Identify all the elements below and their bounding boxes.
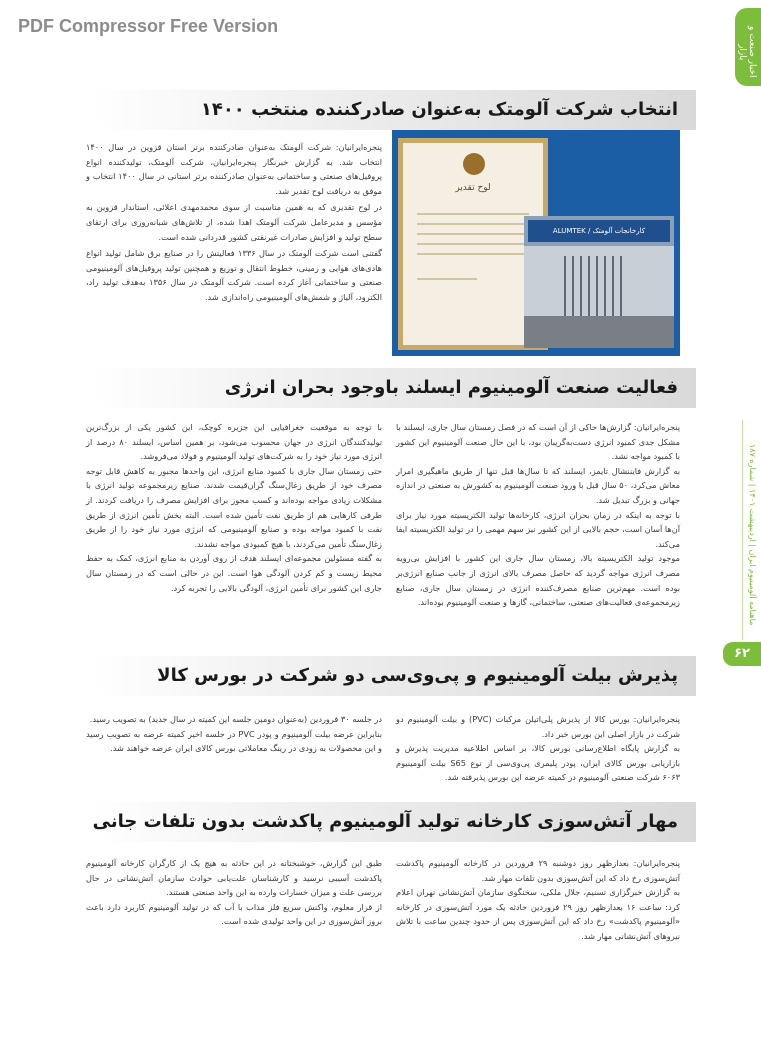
article-3-left-column (86, 712, 382, 756)
certificate-line (417, 223, 529, 225)
article-1-paragraph: در لوح تقدیری که به همین مناسبت از سوی محمدمهدی اعلائی، استاندار قزوین به مؤسس و مدیرعامل شرکت آلومتک اهدا شده، از تلاش‌های شبانه‌روزی برای ارتقای سطح تولید و افزایش صادرات غیرنفتی کشور قدردانی شده است. (86, 202, 382, 242)
watermark: PDF Compressor Free Version (18, 16, 279, 36)
article-1-text (86, 140, 382, 305)
headline-1: انتخاب شرکت آلومتک به‌عنوان صادرکننده منتخب ۱۴۰۰ (200, 99, 678, 120)
article-2-paragraph: با توجه به موقعیت جغرافیایی این جزیره کوچک، این کشور یکی از بزرگ‌ترین تولیدکنندگان انرژی در جهان محسوب می‌شود، بر همین اساس، ایسلند ۸۰ درصد از انرژی مورد نیاز خود را به شرکت‌های تولید آلومینیوم و فولاد می‌فروشد. (86, 422, 382, 462)
article-1-photo (392, 130, 680, 356)
certificate-line (417, 233, 529, 235)
page-number-badge: ۶۲ (723, 642, 761, 666)
factory-gate (564, 256, 624, 316)
article-3-paragraph: پنجره‌ایرانیان: بورس کالا از پذیرش پلی‌اتیلن مرکبات (PVC) و بیلت آلومینیوم دو شرکت در بازار اصلی این بورس خبر داد. (396, 714, 680, 739)
article-3-right-column (396, 712, 680, 785)
certificate-line (417, 213, 529, 215)
article-2-right-column (396, 420, 680, 610)
article-4-right-column (396, 856, 680, 944)
article-2-paragraph: موجود تولید الکتریسیته بالا، زمستان سال جاری این کشور با افزایش بی‌رویه مصرف انرژی مواجه گردید که حاصل مصرف بالای انرژی از جانب صنایع انرژی‌بر بوده است. مهم‌ترین صنایع مصرف‌کننده انرژی در زمستان سال جاری، صنایع زیرمجموعه‌ی فعالیت‌های صنعتی، ساختمانی، گازها و صنعت آلومینیوم بوده‌اند. (396, 553, 680, 608)
issue-info-strip: ماهنامه آلومینیوم ایران | اردیبهشت ۱۴۰۱ | شماره ۱۸۷ (748, 444, 757, 626)
article-1-paragraph: پنجره‌ایرانیان: شرکت آلومتک به‌عنوان صادرکننده برتر استان قزوین در سال ۱۴۰۰ انتخاب شد. به گزارش خبرنگار پنجره‌ایرانیان، شرکت آلومتک، تولیدکننده انواع پروفیل‌های صنعتی و ساختمانی به‌عنوان صادرکننده برتر استانی در سال ۱۴۰۰ انتخاب و موفق به دریافت لوح تقدیر شد. (86, 142, 383, 196)
article-3-paragraph: در جلسه ۳۰ فروردین (به‌عنوان دومین جلسه این کمیته در سال جدید) به تصویب رسید. (89, 714, 382, 724)
factory-ground (524, 316, 674, 348)
certificate-line (417, 253, 529, 255)
headline-bar-4 (88, 802, 696, 842)
headline-bar-2 (88, 368, 696, 408)
certificate-title: لوح تقدیر (455, 183, 491, 193)
headline-2: فعالیت صنعت آلومینیوم ایسلند باوجود بحران انرژی (224, 377, 678, 398)
headline-bar-3 (88, 656, 696, 696)
article-4-left-column (86, 856, 382, 929)
emblem-icon (463, 153, 485, 175)
article-3-paragraph: به گزارش پایگاه اطلاع‌رسانی بورس کالا، بر اساس اطلاعیه مدیریت پذیرش و بازاریابی بورس کالای ایران، پودر پلیمری پی‌وی‌سی از نوع S65 بیلت آلومینیوم ۶۰۶۳ شرکت صنعتی آلومینیوم در کمیته عرضه این بورس پذیرفته شد. (396, 743, 680, 783)
section-side-tab-label: اخبار صنعت و بازار (737, 26, 757, 78)
article-2-paragraph: به گفته مسئولین مجموعه‌ای ایسلند هدف از روی آوردن به منابع انرژی، کمک به حفظ محیط زیست و کم کردن آلودگی هوا است. این در حالی است که در زمستان سال جاری این کشور برای تأمین انرژی، آلودگی بالایی را تجربه کرد. (86, 553, 382, 593)
article-4-paragraph: به گزارش خبرگزاری تسنیم، جلال ملکی، سخنگوی سازمان آتش‌نشانی تهران اعلام کرد: ساعت ۱۶ بعدازظهر روز ۲۹ فروردین حادثه یک مورد آتش‌سوزی در کارخانه «آلومینیوم پاکدشت» رخ داد که این آتش‌سوزی پس از حدود چندین ساعت با تلاش نیروهای آتش‌نشانی مهار شد. (396, 887, 681, 941)
headline-bar-1 (88, 90, 696, 130)
article-2-paragraph: حتی زمستان سال جاری با کمبود منابع انرژی، این واحدها مجبور به کاهش قابل توجه مصرف خود از طریق زغال‌سنگ گران‌قیمت شدند. صنایع زیرمجموعه تولید انرژی با مشکلات زیادی مواجه بوده‌اند و کسب مجوز برای افزایش مصرف را دریافت کردند. از طرفی کارهایی هم از طریق نفت تأمین شده است. البته بخش تأمین انرژی از طریق نفت با کمبود مواجه بوده و صنایع آلومینیومی که انرژی مورد نیاز خود را از طریق زغال‌سنگ تأمین می‌کردند، با هیچ کمبودی مواجه نشدند. (86, 465, 382, 549)
article-2-paragraph: با توجه به اینکه در زمان بحران انرژی، کارخانه‌ها تولید الکتریسیته مورد نیاز برای آن‌ها آسان است، حجم بالایی از این کشور نیز سهم مهمی را در تولید الکتریسیته ایفا می‌کند. (396, 509, 680, 549)
article-3-paragraph: بنابراین عرضه بیلت آلومینیوم و پودر PVC در جلسه اخیر کمیته عرضه به تصویب رسید و این محصولات به زودی در رینگ معاملاتی بورس کالای ایران عرضه خواهند شد. (86, 728, 382, 754)
certificate-line (417, 243, 529, 245)
article-4-paragraph: از قرار معلوم، واکنش سریع فلز مذاب با آب که در تولید آلومینیوم کاربرد دارد باعث بروز آتش‌سوزی در این واحد تولیدی شده است. (86, 901, 382, 927)
article-2-paragraph: پنجره‌ایرانیان: گزارش‌ها حاکی از آن است که در فصل زمستان سال جاری، ایسلند با مشکل جدی کمبود انرژی دست‌به‌گریبان بود، با این حال صنعت آلومینیوم این کشور با کمبود مواجه نشد. (396, 422, 680, 462)
article-1-paragraph: گفتنی است شرکت آلومتک در سال ۱۳۳۶ فعالیتش را در صنایع برق شامل تولید انواع هادی‌های هوایی و زمینی، خطوط انتقال و توزیع و همچنین تولید پروفیل‌های آلومینیومی صنعتی و ساختمانی آغاز کرده است. شرکت آلومتک در سال ۱۳۵۶ به‌هدف تولید راد، الکترود، آلیاژ و شمش‌های آلومینیومی راه‌اندازی شد. (86, 248, 382, 302)
article-2-left-column (86, 420, 382, 595)
headline-3: پذیرش بیلت آلومینیوم و پی‌وی‌سی دو شرکت در بورس کالا (157, 665, 678, 686)
article-4-paragraph: پنجره‌ایرانیان: بعدازظهر روز دوشنبه ۲۹ فروردین در کارخانه آلومینیوم پاکدشت آتش‌سوزی رخ داد که این آتش‌سوزی بدون تلفات مهار شد. (396, 858, 680, 883)
factory-sign: کارخانجات آلومتک / ALUMTEK (528, 220, 670, 242)
certificate-line (417, 278, 477, 280)
section-side-tab (735, 8, 761, 86)
article-2-paragraph: به گزارش فایننشال تایمز، ایسلند که تا سال‌ها قبل تنها از طریق ماهیگیری امرار معاش می‌کرد، ۵۰ سال قبل با ورود صنعت آلومینیوم به کشورش به صنعتی در اندازه جهانی و بزرگ تبدیل شد. (395, 465, 680, 505)
headline-4: مهار آتش‌سوزی کارخانه تولید آلومینیوم پاکدشت بدون تلفات جانی (92, 811, 678, 832)
factory-image (524, 216, 674, 348)
article-4-paragraph: طبق این گزارش، خوشبختانه در این حادثه به هیچ یک از کارگران کارخانه آلومینیوم پاکدشت آسیبی نرسید و کارشناسان علت‌یابی حوادث سازمان آتش‌نشانی در حال بررسی علت و میزان خسارات وارده به این واحد صنعتی هستند. (86, 858, 382, 898)
